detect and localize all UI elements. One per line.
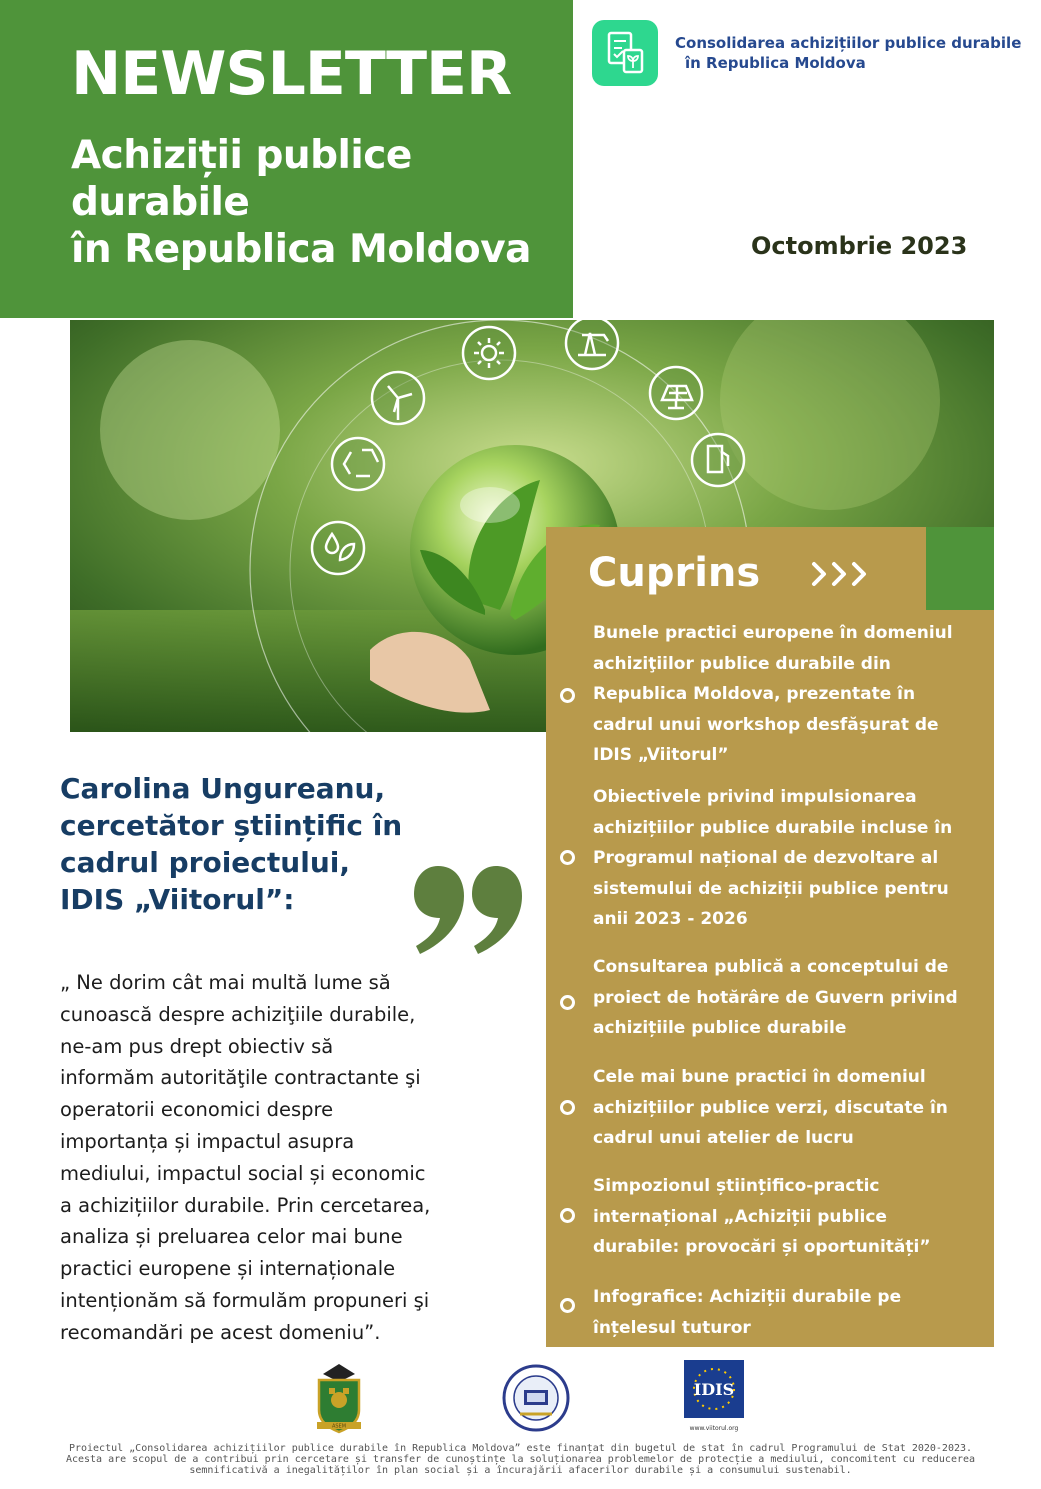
footer-note-line: semnificativă a inegalităților în plan social și a încurajării afacerilor durabile și a consumului sustenabil. bbox=[189, 1465, 852, 1476]
quote-mark-icon bbox=[412, 866, 524, 956]
quote-author-line: Carolina Ungureanu, bbox=[60, 772, 386, 805]
contents-title: Cuprins bbox=[588, 550, 761, 596]
quote-line: informăm autorităţile contractante şi bbox=[60, 1066, 421, 1090]
project-name-line: în Republica Moldova bbox=[685, 54, 866, 72]
quote-author bbox=[60, 770, 460, 918]
circle-bullet-icon bbox=[560, 688, 575, 703]
contents-item-line: achizițiilor publice durabile incluse în bbox=[593, 817, 953, 838]
contents-item-line: Cele mai bune practici în domeniul bbox=[593, 1067, 926, 1087]
quote-line: a achizițiilor durabile. Prin cercetarea, bbox=[60, 1193, 431, 1217]
contents-item-line: cadrul unui workshop desfăşurat de bbox=[593, 714, 939, 735]
quote-text bbox=[60, 967, 520, 1349]
quote-line: importanța și impactul asupra bbox=[60, 1129, 355, 1153]
contents-item[interactable] bbox=[558, 782, 978, 935]
quote-line: ne-am pus drept obiectiv să bbox=[60, 1034, 334, 1058]
quote-line: cunoască despre achiziţiile durabile, bbox=[60, 1002, 416, 1026]
contents-item-line: anii 2023 - 2026 bbox=[593, 909, 748, 930]
quote-line: intenționăm să formulăm propuneri şi bbox=[60, 1288, 430, 1312]
idis-website: www.viitorul.org bbox=[689, 1425, 739, 1432]
contents-item[interactable] bbox=[558, 1062, 978, 1154]
quote-author-line: cercetător științific în bbox=[60, 809, 403, 842]
contents-item-line: sistemului de achiziții publice pentru bbox=[593, 878, 949, 899]
quote-author-line: IDIS „Viitorul”: bbox=[60, 883, 295, 916]
circle-bullet-icon bbox=[560, 850, 575, 865]
contents-item-line: durabile: provocări și oportunități” bbox=[593, 1237, 931, 1258]
subtitle-line: Achiziții publice bbox=[71, 133, 412, 178]
solar-panel-icon bbox=[650, 367, 702, 419]
project-name bbox=[675, 33, 1035, 73]
quote-line: „ Ne dorim cât mai multă lume să bbox=[60, 971, 391, 994]
contents-item-line: Consultarea publică a conceptului de bbox=[593, 957, 949, 977]
oil-pump-icon bbox=[566, 320, 618, 369]
fuel-station-icon bbox=[692, 434, 744, 486]
circle-bullet-icon bbox=[560, 1208, 575, 1223]
issue-date: Octombrie 2023 bbox=[751, 232, 968, 260]
subtitle-line: durabile bbox=[71, 180, 250, 225]
contents-item-line: achizițiile publice durabile bbox=[593, 1018, 847, 1039]
footer-funding-note bbox=[0, 1443, 1041, 1476]
sustainable-procurement-icon bbox=[592, 20, 658, 86]
contents-item-line: achizițiilor publice verzi, discutate în bbox=[593, 1097, 948, 1118]
quote-line: operatorii economici despre bbox=[60, 1098, 334, 1122]
contents-item-line: Bunele practici europene în domeniul bbox=[593, 623, 953, 643]
wind-turbine-icon bbox=[372, 372, 424, 424]
idis-viitorul-logo bbox=[683, 1359, 745, 1435]
quote-line: recomandări pe acest domeniu”. bbox=[60, 1320, 381, 1344]
contents-accent bbox=[926, 527, 994, 610]
circle-bullet-icon bbox=[560, 1298, 575, 1313]
university-crest-logo bbox=[313, 1360, 365, 1434]
water-leaf-icon bbox=[312, 522, 364, 574]
contents-item-line: cadrul unui atelier de lucru bbox=[593, 1128, 854, 1149]
recycle-icon bbox=[332, 438, 384, 490]
crest-caption: ASEM bbox=[331, 1423, 347, 1430]
newsletter-subtitle bbox=[71, 132, 561, 273]
quote-line: mediului, impactul social și economic bbox=[60, 1161, 426, 1185]
contents-item[interactable] bbox=[558, 952, 978, 1044]
quote-line: practici europene și internaționale bbox=[60, 1257, 396, 1281]
circle-bullet-icon bbox=[560, 995, 575, 1010]
chevrons-right-icon bbox=[810, 560, 874, 588]
quote-line: analiza și preluarea celor mai bune bbox=[60, 1225, 403, 1249]
contents-item-line: proiect de hotărâre de Guvern privind bbox=[593, 987, 958, 1008]
contents-item-line: Republica Moldova, prezentate în bbox=[593, 684, 916, 705]
faculty-seal-logo bbox=[502, 1364, 570, 1432]
contents-item-line: Programul național de dezvoltare al bbox=[593, 848, 939, 869]
circle-bullet-icon bbox=[560, 1100, 575, 1115]
contents-item[interactable] bbox=[558, 1282, 978, 1343]
quote-author-line: cadrul proiectului, bbox=[60, 846, 350, 879]
sun-icon bbox=[463, 327, 515, 379]
contents-item-line: Infografice: Achiziții durabile pe bbox=[593, 1287, 902, 1307]
contents-item-line: internațional „Achiziții publice bbox=[593, 1206, 887, 1227]
contents-item[interactable] bbox=[558, 1171, 978, 1263]
contents-item-line: Simpozionul științifico-practic bbox=[593, 1176, 880, 1196]
contents-item-line: Obiectivele privind impulsionarea bbox=[593, 787, 917, 807]
subtitle-line: în Republica Moldova bbox=[71, 227, 531, 272]
contents-item-line: achiziţiilor publice durabile din bbox=[593, 653, 891, 674]
project-name-line: Consolidarea achizițiilor publice durabile bbox=[675, 34, 1022, 52]
contents-item-line: înțelesul tuturor bbox=[593, 1317, 751, 1338]
newsletter-title: NEWSLETTER bbox=[71, 39, 512, 109]
contents-item[interactable] bbox=[558, 618, 978, 771]
footer-note-line: Acesta are scopul de a contribui prin cercetare și transfer de cunoștințe la soluționarea problemelor de protecție a mediului, concomitent cu reducerea bbox=[65, 1454, 976, 1465]
footer-note-line: Proiectul „Consolidarea achizițiilor publice durabile în Republica Moldova” este finanțat din bugetul de stat în cadrul Programului de Stat 2020-2023. bbox=[68, 1443, 973, 1454]
contents-item-line: IDIS „Viitorul” bbox=[593, 745, 729, 766]
idis-logo-text: IDIS bbox=[693, 1380, 735, 1399]
